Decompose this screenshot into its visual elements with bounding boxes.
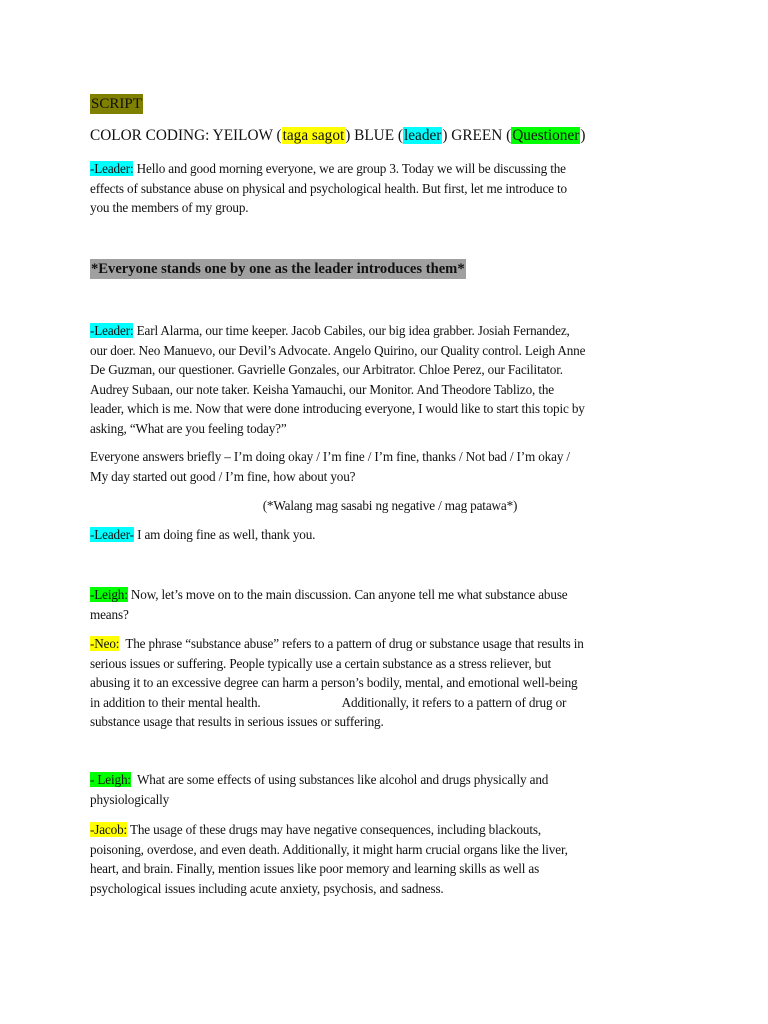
paragraph-line: abusing it to an excessive degree can harm a person’s bodily, mental, and emotional well-being [90, 675, 578, 690]
script-label: SCRIPT [91, 96, 142, 112]
speaker-label: - Leigh: [90, 772, 131, 787]
coding-suffix: ) [580, 127, 586, 144]
paragraph-line: effects of substance abuse on physical and psychological health. But first, let me introduce to [90, 180, 567, 196]
paragraph-line: What are some effects of using substances like alcohol and drugs physically and [130, 772, 549, 787]
paragraph-line: heart, and brain. Finally, mention issues like poor memory and learning skills as well as [90, 861, 540, 876]
speaker-label: -Leader: [90, 323, 134, 338]
paragraph-line: De Guzman, our questioner. Gavrielle Gonzales, our Arbitrator. Chloe Perez, our Facilitator. [90, 362, 563, 377]
paragraph-leigh-question-2 [90, 770, 690, 809]
blue-role: leader [404, 127, 442, 144]
paragraph-everyone-answers [90, 447, 690, 486]
speaker-label: -Leigh: [90, 587, 128, 602]
green-role: Questioner [512, 127, 580, 144]
coding-prefix: COLOR CODING: YEILOW ( [90, 127, 282, 144]
paragraph-line: I am doing fine as well, thank you. [133, 527, 316, 542]
stage-direction-note: (*Walang mag sasabi ng negative / mag patawa*) [262, 498, 518, 513]
paragraph-line: leader, which is me. Now that were done introducing everyone, I would like to start this topic by [90, 401, 585, 416]
color-coding-legend [90, 126, 585, 146]
speaker-label: -Leader- [90, 527, 134, 542]
paragraph-line: you the members of my group. [90, 200, 249, 215]
paragraph-line: substance usage that results in serious issues or suffering. [90, 714, 384, 729]
coding-mid2: ) GREEN ( [442, 127, 512, 144]
coding-mid1: ) BLUE ( [345, 127, 403, 144]
paragraph-line: The usage of these drugs may have negative consequences, including blackouts, [127, 822, 542, 837]
paragraph-line: Everyone answers briefly – I’m doing okay / I’m fine / I’m fine, thanks / Not bad / I’m okay / [90, 449, 570, 464]
speaker-label: -Leader: [90, 161, 134, 176]
paragraph-line: serious issues or suffering. People typically use a certain substance as a stress reliever, but [90, 655, 552, 671]
speaker-label: -Jacob: [90, 822, 128, 837]
stage-direction-heading: *Everyone stands one by one as the leader introduces them* [91, 261, 465, 277]
paragraph-jacob-answer [90, 820, 690, 898]
paragraph-line: My day started out good / I’m fine, how about you? [90, 468, 356, 484]
paragraph-leigh-question [90, 585, 690, 624]
paragraph-line: Now, let’s move on to the main discussion. Can anyone tell me what substance abuse [127, 587, 568, 602]
paragraph-line: physiologically [90, 791, 170, 807]
paragraph-line: Earl Alarma, our time keeper. Jacob Cabiles, our big idea grabber. Josiah Fernandez, [133, 323, 570, 338]
paragraph-line: asking, “What are you feeling today?” [90, 420, 287, 436]
paragraph-line: Audrey Subaan, our note taker. Keisha Yamauchi, our Monitor. And Theodore Tablizo, the [90, 381, 555, 397]
paragraph-line: means? [90, 606, 129, 622]
paragraph-neo-answer [90, 634, 690, 732]
speaker-label: -Neo: [90, 636, 120, 651]
paragraph-line: poisoning, overdose, and even death. Additionally, it might harm crucial organs like the liver, [90, 841, 568, 857]
paragraph-line: The phrase “substance abuse” refers to a pattern of drug or substance usage that results in [119, 636, 584, 651]
paragraph-leader-members [90, 321, 690, 438]
paragraph-line: our doer. Neo Manuevo, our Devil’s Advocate. Angelo Quirino, our Quality control. Leigh Anne [90, 342, 586, 358]
paragraph-line: Hello and good morning everyone, we are group 3. Today we will be discussing the [133, 161, 566, 176]
paragraph-leader-intro [90, 159, 690, 218]
yellow-role: taga sagot [282, 127, 345, 144]
paragraph-line: psychological issues including acute anxiety, psychosis, and sadness. [90, 880, 444, 896]
paragraph-leader-reply [90, 525, 690, 545]
paragraph-line: in addition to their mental health. Additionally, it refers to a pattern of drug or [90, 694, 567, 710]
